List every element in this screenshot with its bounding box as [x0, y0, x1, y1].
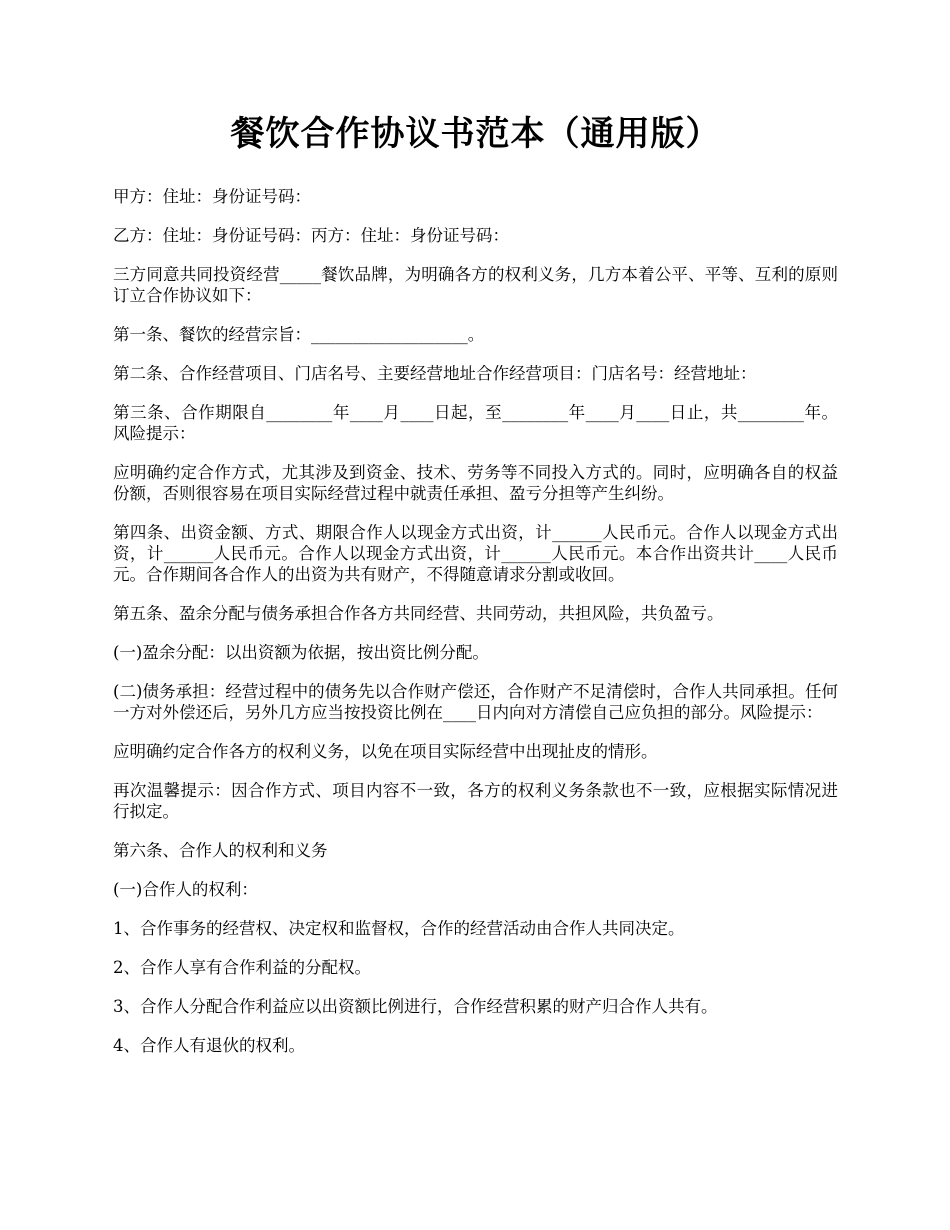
paragraph-article-3: 第三条、合作期限自________年____月____日起，至________年____月____日止，共________年。风险提示：	[113, 403, 838, 443]
paragraph-partner-rights: (一)合作人的权利：	[113, 880, 258, 899]
document-title: 餐饮合作协议书范本（通用版）	[230, 114, 721, 154]
paragraph-debt-bearing: (二)债务承担：经营过程中的债务先以合作财产偿还，合作财产不足清偿时，合作人共同承担。任何一方对外偿还后，另外几方应当按投资比例在____日内向对方清偿自己应负担的部分。风险提示：	[113, 682, 838, 722]
paragraph-risk-note-1: 应明确约定合作方式，尤其涉及到资金、技术、劳务等不同投入方式的。同时，应明确各自的权益份额，否则很容易在项目实际经营过程中就责任承担、盈亏分担等产生纠纷。	[113, 463, 838, 503]
paragraph-party-a: 甲方：住址：身份证号码：	[113, 187, 311, 206]
paragraph-article-1: 第一条、餐饮的经营宗旨：___________________。	[113, 325, 485, 344]
paragraph-article-5: 第五条、盈余分配与债务承担合作各方共同经营、共同劳动，共担风险，共负盈亏。	[113, 604, 724, 623]
paragraph-right-3: 3、合作人分配合作利益应以出资额比例进行，合作经营积累的财产归合作人共有。	[113, 997, 718, 1016]
paragraph-profit-distribution: (一)盈余分配：以出资额为依据，按出资比例分配。	[113, 643, 489, 662]
paragraph-right-1: 1、合作事务的经营权、决定权和监督权，合作的经营活动由合作人共同决定。	[113, 919, 685, 938]
paragraph-article-6: 第六条、合作人的权利和义务	[113, 841, 328, 860]
paragraph-article-4: 第四条、出资金额、方式、期限合作人以现金方式出资，计______人民币元。合作人以现金方式出资，计______人民币元。合作人以现金方式出资，计______人民币元。本合作出资共计____人民币元。合作期间各合作人的出资为共有财产，不得随意请求分割或收回。	[113, 523, 838, 584]
paragraph-preamble: 三方同意共同投资经营_____餐饮品牌，为明确各方的权利义务，几方本着公平、平等、互利的原则订立合作协议如下：	[113, 265, 838, 305]
paragraph-article-2: 第二条、合作经营项目、门店名号、主要经营地址合作经营项目：门店名号：经营地址：	[113, 364, 757, 383]
paragraph-right-4: 4、合作人有退伙的权利。	[113, 1036, 305, 1055]
paragraph-risk-note-2: 应明确约定合作各方的权利义务，以免在项目实际经营中出现扯皮的情形。	[113, 742, 658, 761]
paragraph-reminder: 再次温馨提示：因合作方式、项目内容不一致，各方的权利义务条款也不一致，应根据实际情况进行拟定。	[113, 781, 838, 821]
paragraph-party-b-c: 乙方：住址：身份证号码：丙方：住址：身份证号码：	[113, 226, 509, 245]
paragraph-right-2: 2、合作人享有合作利益的分配权。	[113, 958, 371, 977]
